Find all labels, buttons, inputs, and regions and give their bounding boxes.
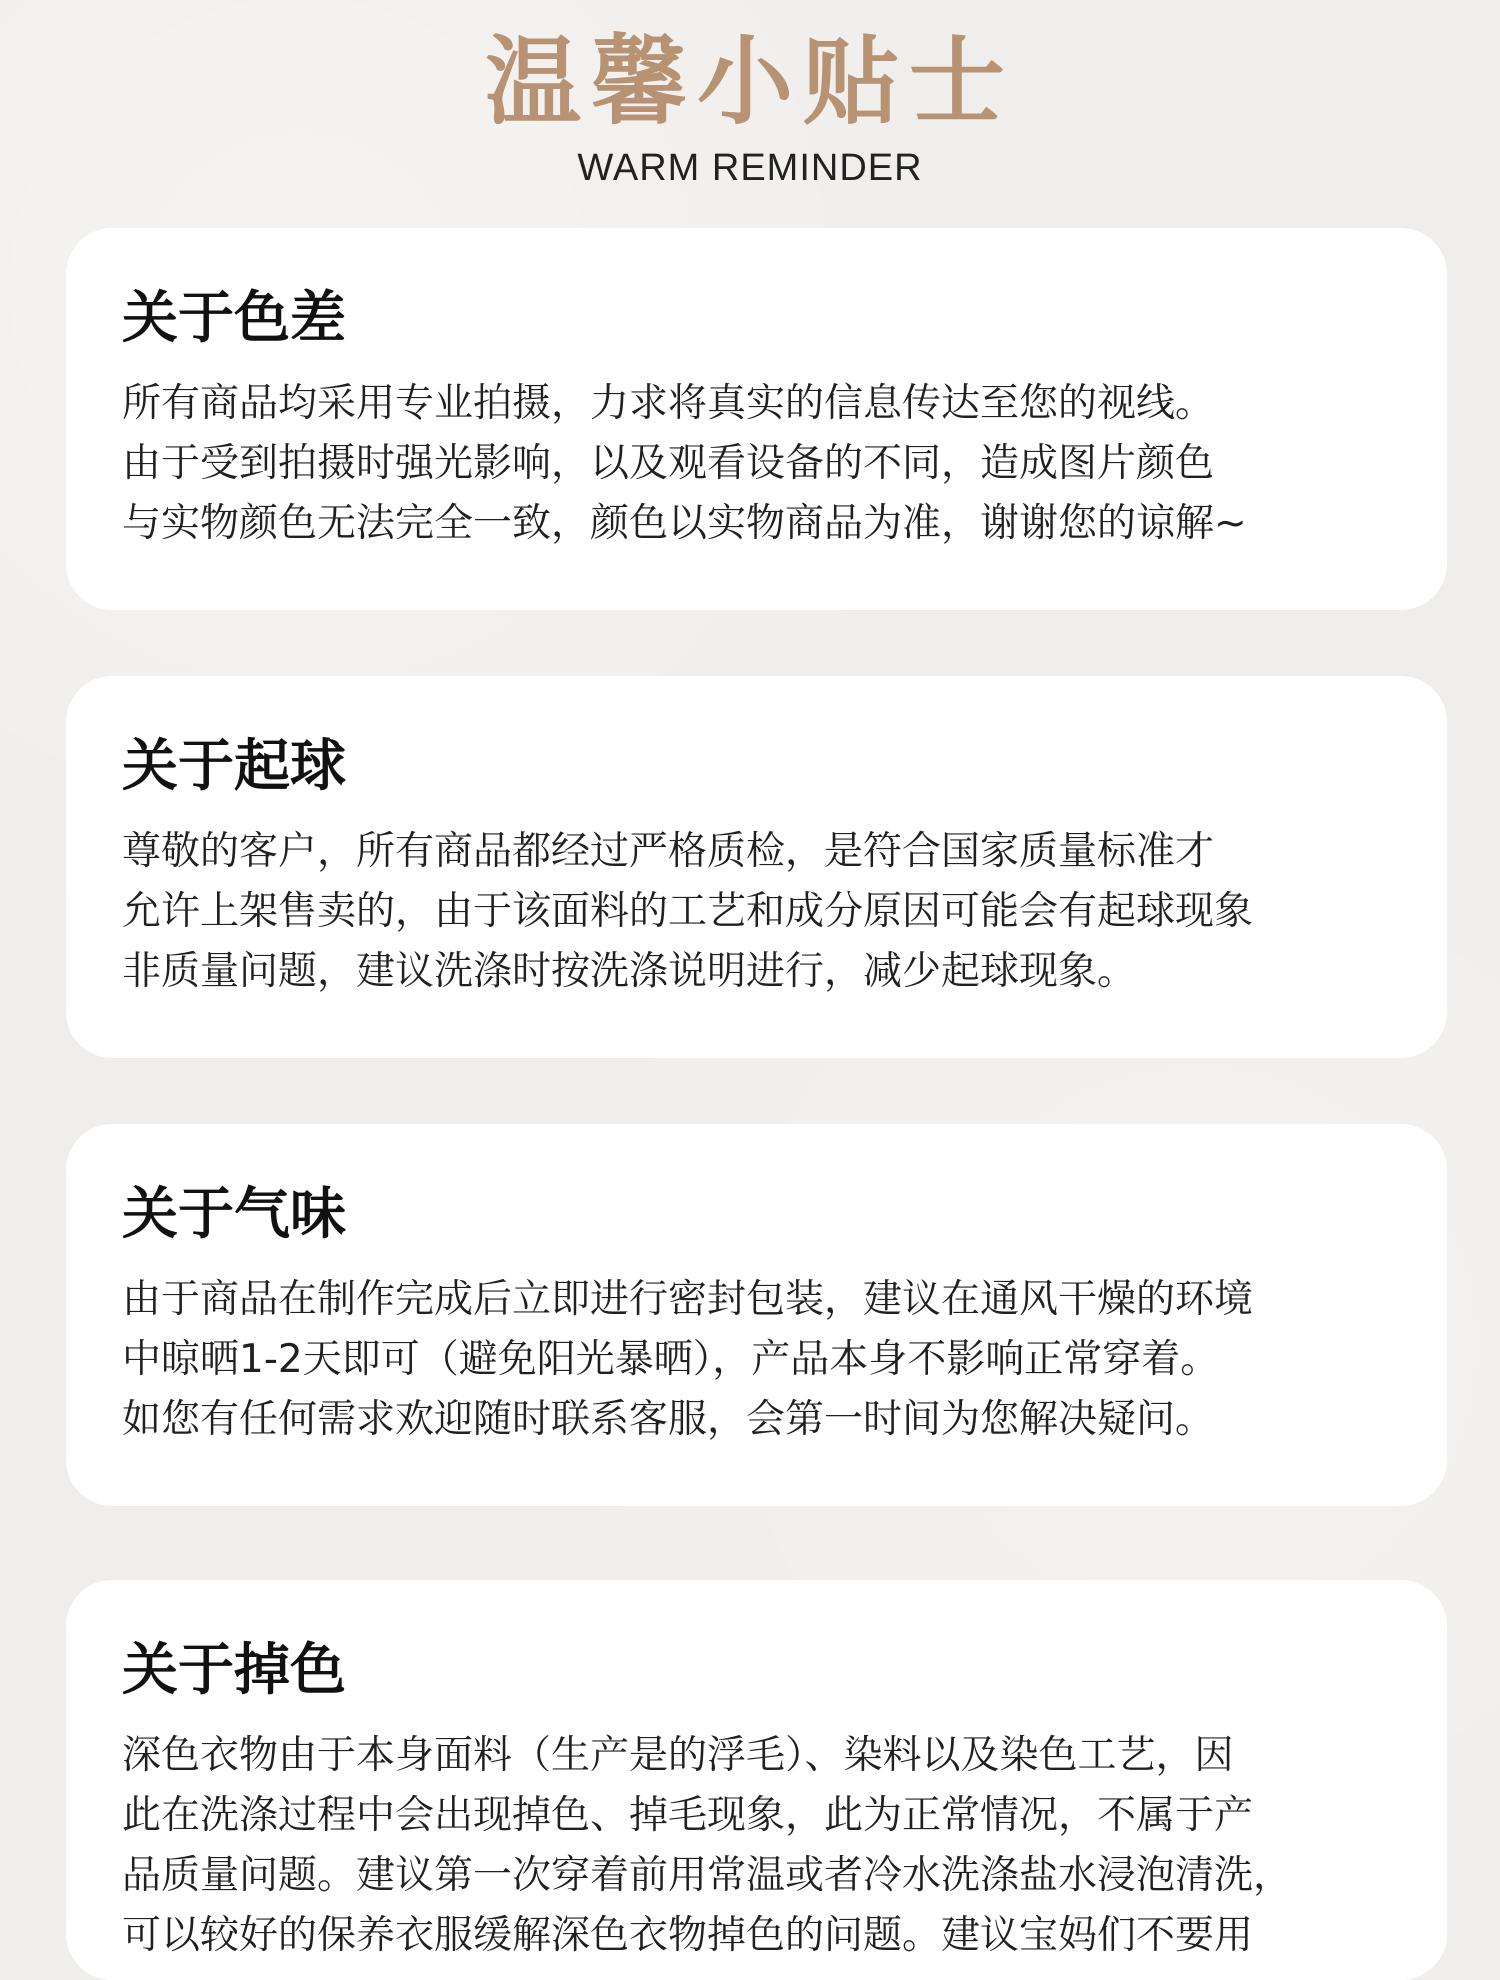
card-body-line: 由于商品在制作完成后立即进行密封包装，建议在通风干燥的环境 xyxy=(122,1277,1254,1322)
card-title: 关于起球 xyxy=(122,734,346,799)
card-body xyxy=(122,822,1412,1002)
card-body-line: 品质量问题。建议第一次穿着前用常温或者冷水洗涤盐水浸泡清洗， xyxy=(122,1853,1293,1898)
page-header xyxy=(0,0,1500,220)
card-body-line: 非质量问题，建议洗涤时按洗涤说明进行，减少起球现象。 xyxy=(122,949,1137,994)
card-color-difference xyxy=(66,228,1447,610)
card-body-line: 允许上架售卖的，由于该面料的工艺和成分原因可能会有起球现象 xyxy=(122,889,1254,934)
card-title: 关于色差 xyxy=(122,286,346,351)
card-body-line: 所有商品均采用专业拍摄，力求将真实的信息传达至您的视线。 xyxy=(122,381,1215,426)
card-body-line: 如您有任何需求欢迎随时联系客服，会第一时间为您解决疑问。 xyxy=(122,1397,1215,1442)
card-body xyxy=(122,1726,1412,1966)
card-body xyxy=(122,1270,1412,1450)
page-subtitle: WARM REMINDER xyxy=(577,147,923,189)
card-body-line: 中晾晒1-2天即可（避免阳光暴晒），产品本身不影响正常穿着。 xyxy=(122,1337,1220,1382)
card-body-line: 可以较好的保养衣服缓解深色衣物掉色的问题。建议宝妈们不要用 xyxy=(122,1913,1254,1958)
card-body xyxy=(122,374,1412,554)
card-pilling xyxy=(66,676,1447,1058)
card-body-line: 此在洗涤过程中会出现掉色、掉毛现象，此为正常情况，不属于产 xyxy=(122,1793,1254,1838)
card-body-line: 尊敬的客户，所有商品都经过严格质检，是符合国家质量标准才 xyxy=(122,829,1215,874)
card-body-line: 与实物颜色无法完全一致，颜色以实物商品为准，谢谢您的谅解~ xyxy=(122,501,1247,546)
card-body-line: 由于受到拍摄时强光影响，以及观看设备的不同，造成图片颜色 xyxy=(122,441,1215,486)
card-body-line: 深色衣物由于本身面料（生产是的浮毛）、染料以及染色工艺，因 xyxy=(122,1733,1234,1778)
card-title: 关于气味 xyxy=(122,1182,346,1247)
card-odor xyxy=(66,1124,1447,1506)
page-title: 温馨小贴士 xyxy=(485,26,1015,138)
card-color-fading xyxy=(66,1580,1447,1980)
card-title: 关于掉色 xyxy=(122,1638,346,1703)
